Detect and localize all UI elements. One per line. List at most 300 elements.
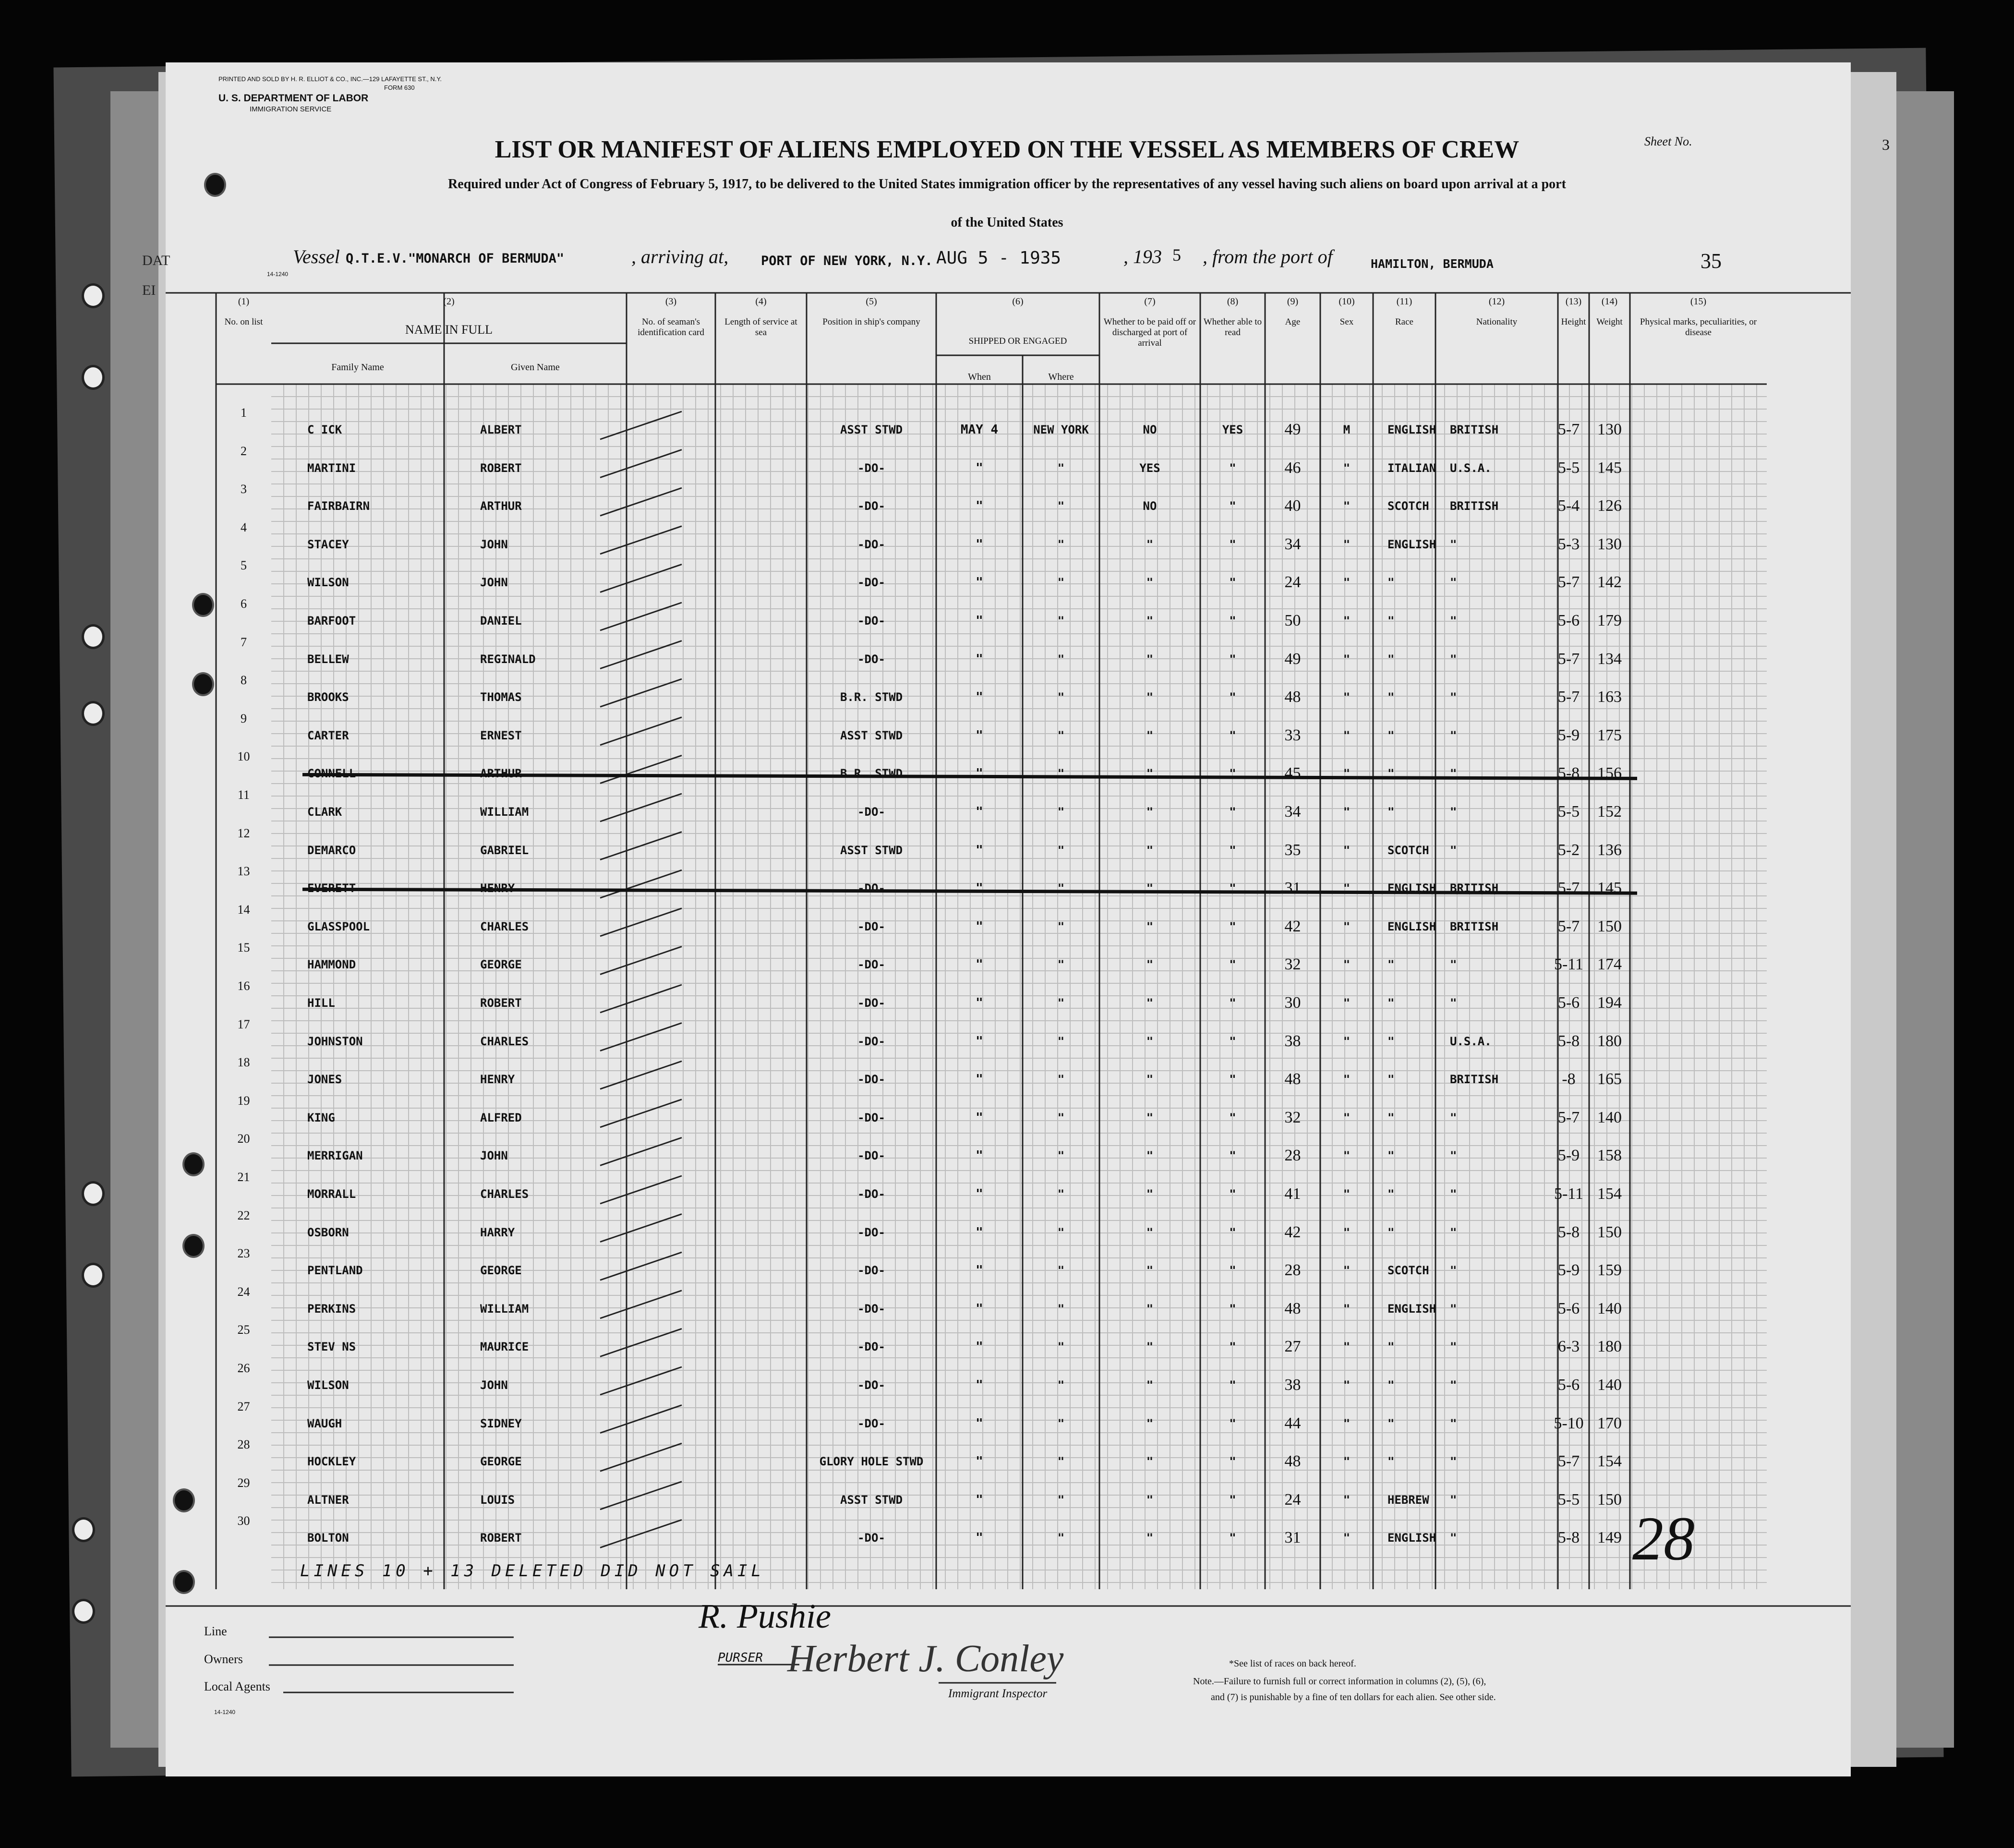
table-cell-given: JOHN [480, 1149, 508, 1163]
table-cell-height: 5-8 [1557, 1529, 1580, 1547]
table-cell-weight: 145 [1597, 459, 1622, 477]
table-cell-given: GABRIEL [480, 843, 529, 857]
table-cell-paid: " [1146, 1187, 1154, 1201]
table-cell-paid: " [1146, 1378, 1154, 1392]
table-cell-race: HEBREW [1387, 1493, 1429, 1507]
table-cell-age: 46 [1284, 459, 1301, 477]
table-cell-where: " [1057, 1531, 1065, 1545]
table-cell-when: " [976, 805, 983, 819]
table-cell-weight: 154 [1597, 1185, 1622, 1203]
table-cell-height: 5-9 [1557, 1147, 1580, 1165]
where-subheader: Where [1048, 372, 1074, 382]
table-cell-nat: " [1450, 1531, 1457, 1545]
table-cell-sex: " [1343, 958, 1351, 972]
form-code: 14-1240 [267, 271, 289, 278]
table-cell-paid: " [1146, 690, 1154, 704]
table-cell-height: 5-11 [1554, 1185, 1584, 1203]
table-cell-no: 10 [237, 749, 250, 764]
table-cell-age: 35 [1284, 841, 1301, 859]
table-cell-no: 24 [237, 1284, 250, 1299]
table-cell-nat: " [1450, 537, 1457, 551]
column-number: (10) [1339, 296, 1355, 307]
punch-hole-icon [82, 283, 105, 308]
table-cell-sex: " [1343, 1034, 1351, 1048]
table-cell-family: CARTER [307, 728, 349, 742]
table-cell-when: " [976, 1225, 983, 1240]
table-cell-given: HENRY [480, 882, 515, 895]
column-header: No. of seaman's identification card [638, 317, 704, 338]
table-cell-where: " [1057, 690, 1065, 704]
table-cell-where: " [1057, 767, 1065, 781]
table-cell-paid: " [1146, 1493, 1154, 1507]
arriving-label: , arriving at, [631, 246, 729, 267]
column-number: (8) [1227, 296, 1239, 307]
table-cell-where: " [1057, 1073, 1065, 1087]
table-cell-age: 42 [1284, 1223, 1301, 1241]
table-cell-no: 26 [237, 1361, 250, 1375]
table-cell-family: DEMARCO [307, 843, 356, 857]
table-cell-nat: " [1450, 1149, 1457, 1163]
table-cell-nat: " [1450, 1225, 1457, 1239]
table-cell-nat: " [1450, 843, 1457, 857]
table-cell-when: " [976, 1110, 983, 1125]
table-cell-family: FAIRBAIRN [307, 499, 370, 513]
table-cell-no: 21 [237, 1170, 250, 1184]
table-cell-no: 25 [237, 1323, 250, 1337]
table-cell-nat: " [1450, 1378, 1457, 1392]
table-cell-height: 5-7 [1557, 879, 1580, 897]
document-subtitle: of the United States [951, 215, 1063, 230]
table-cell-position: -DO- [857, 1264, 885, 1278]
column-number: (3) [665, 296, 677, 307]
table-cell-sex: " [1343, 1531, 1351, 1545]
table-cell-age: 31 [1284, 879, 1301, 897]
table-cell-nat: BRITISH [1450, 882, 1499, 895]
table-cell-read: " [1229, 690, 1236, 704]
column-header: Race [1395, 317, 1413, 327]
table-cell-paid: " [1146, 576, 1154, 590]
table-cell-read: " [1229, 1225, 1236, 1239]
departure-port: HAMILTON, BERMUDA [1371, 257, 1494, 271]
column-number: (4) [755, 296, 767, 307]
table-cell-where: " [1057, 1416, 1065, 1430]
table-cell-when: " [976, 1187, 983, 1201]
table-cell-race: " [1387, 1187, 1395, 1201]
sheet-number-label: Sheet No. [1644, 134, 1692, 148]
table-cell-given: WILLIAM [480, 1302, 529, 1316]
table-cell-given: JOHN [480, 537, 508, 551]
column-header: Whether able to read [1203, 317, 1262, 338]
table-cell-weight: 194 [1597, 994, 1622, 1012]
table-cell-family: BOLTON [307, 1531, 349, 1545]
table-cell-position: -DO- [857, 576, 885, 590]
table-cell-paid: NO [1143, 423, 1157, 436]
table-cell-when: " [976, 1034, 983, 1049]
table-cell-height: 5-10 [1554, 1414, 1584, 1432]
table-cell-where: " [1057, 499, 1065, 513]
table-cell-race: " [1387, 767, 1395, 781]
table-cell-paid: " [1146, 767, 1154, 781]
table-cell-when: " [976, 652, 983, 666]
table-cell-sex: M [1343, 423, 1351, 436]
table-cell-read: " [1229, 1340, 1236, 1354]
table-cell-nat: " [1450, 1264, 1457, 1278]
table-cell-read: " [1229, 919, 1236, 933]
column-number: (7) [1144, 296, 1156, 307]
table-cell-read: " [1229, 958, 1236, 972]
table-cell-height: 6-3 [1557, 1338, 1580, 1356]
table-cell-position: GLORY HOLE STWD [819, 1455, 924, 1469]
table-cell-sex: " [1343, 576, 1351, 590]
column-number: (14) [1601, 296, 1618, 307]
year-value: 5 [1172, 245, 1181, 265]
table-cell-sex: " [1343, 461, 1351, 475]
table-cell-weight: 136 [1597, 841, 1622, 859]
table-cell-when: " [976, 728, 983, 743]
table-cell-sex: " [1343, 996, 1351, 1010]
table-cell-read: " [1229, 805, 1236, 819]
table-cell-position: -DO- [857, 1187, 885, 1201]
table-cell-sex: " [1343, 882, 1351, 895]
table-cell-race: " [1387, 1149, 1395, 1163]
column-header: Height [1561, 317, 1586, 327]
table-cell-nat: U.S.A. [1450, 461, 1492, 475]
table-cell-read: " [1229, 461, 1236, 475]
punch-hole-icon [192, 593, 214, 617]
table-cell-position: -DO- [857, 958, 885, 972]
table-cell-no: 7 [241, 635, 247, 649]
table-cell-age: 49 [1284, 650, 1301, 668]
table-cell-race: SCOTCH [1387, 1264, 1429, 1278]
table-cell-family: C ICK [307, 423, 342, 436]
table-cell-weight: 145 [1597, 879, 1622, 897]
column-number: (5) [866, 296, 877, 307]
table-cell-age: 34 [1284, 803, 1301, 821]
table-cell-given: ROBERT [480, 1531, 522, 1545]
table-cell-age: 24 [1284, 573, 1301, 592]
table-cell-race: " [1387, 614, 1395, 628]
table-cell-sex: " [1343, 499, 1351, 513]
table-cell-paid: NO [1143, 499, 1157, 513]
table-cell-read: " [1229, 1073, 1236, 1087]
table-cell-given: HENRY [480, 1073, 515, 1087]
table-cell-given: LOUIS [480, 1493, 515, 1507]
table-cell-family: STACEY [307, 537, 349, 551]
table-cell-height: 5-7 [1557, 917, 1580, 935]
table-cell-race: ENGLISH [1387, 882, 1436, 895]
table-cell-weight: 170 [1597, 1414, 1622, 1432]
table-cell-position: ASST STWD [840, 423, 903, 436]
table-cell-nat: " [1450, 805, 1457, 819]
table-cell-height: 5-7 [1557, 1108, 1580, 1126]
table-cell-nat: " [1450, 1340, 1457, 1354]
table-cell-read: " [1229, 1493, 1236, 1507]
table-cell-paid: " [1146, 843, 1154, 857]
table-cell-family: HILL [307, 996, 335, 1010]
table-cell-when: " [976, 1531, 983, 1546]
table-cell-when: " [976, 1340, 983, 1354]
table-cell-when: " [976, 919, 983, 934]
table-cell-read: " [1229, 882, 1236, 895]
table-cell-height: 5-6 [1557, 994, 1580, 1012]
table-cell-where: " [1057, 1225, 1065, 1239]
table-cell-when: " [976, 460, 983, 475]
table-cell-race: " [1387, 652, 1395, 666]
table-cell-race: SCOTCH [1387, 499, 1429, 513]
table-cell-where: " [1057, 1302, 1065, 1316]
table-cell-sex: " [1343, 1225, 1351, 1239]
year-label: , 193 [1123, 246, 1162, 267]
table-cell-age: 41 [1284, 1185, 1301, 1203]
document-title: LIST OR MANIFEST OF ALIENS EMPLOYED ON THE VESSEL AS MEMBERS OF CREW [494, 136, 1520, 163]
punch-hole-icon [82, 1181, 105, 1206]
table-cell-when: " [976, 499, 983, 514]
table-cell-race: " [1387, 1073, 1395, 1087]
table-cell-position: -DO- [857, 996, 885, 1010]
column-number: (1) [238, 296, 250, 307]
punch-hole-icon [72, 1599, 95, 1624]
table-cell-family: HOCKLEY [307, 1455, 356, 1469]
table-cell-position: -DO- [857, 1416, 885, 1430]
table-cell-sex: " [1343, 1264, 1351, 1278]
table-cell-height: 5-4 [1557, 497, 1580, 515]
table-cell-height: 5-8 [1557, 764, 1580, 783]
punch-hole-icon [192, 672, 214, 696]
table-cell-race: ENGLISH [1387, 1302, 1436, 1316]
table-cell-family: KING [307, 1111, 335, 1124]
table-cell-nat: " [1450, 1455, 1457, 1469]
table-cell-when: " [976, 537, 983, 552]
table-cell-where: NEW YORK [1033, 423, 1089, 436]
table-cell-when: " [976, 843, 983, 858]
table-cell-age: 34 [1284, 535, 1301, 553]
table-cell-weight: 174 [1597, 955, 1622, 974]
column-number: (2) [443, 296, 455, 307]
table-cell-paid: " [1146, 1034, 1154, 1048]
table-cell-given: THOMAS [480, 690, 522, 704]
table-cell-no: 28 [237, 1437, 250, 1452]
table-cell-where: " [1057, 576, 1065, 590]
table-cell-when: " [976, 881, 983, 896]
table-cell-paid: " [1146, 1111, 1154, 1124]
table-cell-read: " [1229, 767, 1236, 781]
table-cell-position: -DO- [857, 652, 885, 666]
table-cell-where: " [1057, 882, 1065, 895]
table-cell-height: 5-8 [1557, 1223, 1580, 1241]
table-cell-weight: 140 [1597, 1299, 1622, 1317]
table-cell-position: ASST STWD [840, 843, 903, 857]
table-cell-weight: 159 [1597, 1261, 1622, 1280]
table-cell-given: ALBERT [480, 423, 522, 436]
table-cell-weight: 158 [1597, 1147, 1622, 1165]
table-cell-age: 24 [1284, 1490, 1301, 1509]
table-cell-sex: " [1343, 1340, 1351, 1354]
table-cell-given: ARTHUR [480, 499, 522, 513]
table-cell-weight: 179 [1597, 612, 1622, 629]
inspector-signature: Herbert J. Conley [787, 1638, 1064, 1680]
table-cell-sex: " [1343, 1455, 1351, 1469]
table-cell-given: CHARLES [480, 1187, 529, 1201]
table-cell-no: 3 [241, 482, 247, 496]
table-cell-where: " [1057, 461, 1065, 475]
table-cell-no: 17 [237, 1017, 250, 1031]
punch-hole-icon [182, 1152, 205, 1176]
table-cell-sex: " [1343, 805, 1351, 819]
column-header: Whether to be paid off or discharged at port of arrival [1103, 317, 1196, 348]
table-cell-read: " [1229, 1034, 1236, 1048]
table-cell-family: MERRIGAN [307, 1149, 363, 1163]
form-code: 14-1240 [214, 1709, 236, 1715]
table-cell-weight: 140 [1597, 1376, 1622, 1394]
table-cell-given: ALFRED [480, 1111, 522, 1124]
table-cell-weight: 150 [1597, 1490, 1622, 1509]
table-cell-paid: " [1146, 1302, 1154, 1316]
table-cell-when: " [976, 1454, 983, 1469]
table-cell-where: " [1057, 1340, 1065, 1354]
table-cell-sex: " [1343, 919, 1351, 933]
table-cell-no: 6 [241, 597, 247, 611]
owners-label: Owners [204, 1652, 243, 1666]
table-cell-where: " [1057, 1378, 1065, 1392]
table-cell-race: " [1387, 690, 1395, 704]
table-cell-race: ENGLISH [1387, 537, 1436, 551]
column-number: (9) [1287, 296, 1299, 307]
table-cell-race: ENGLISH [1387, 1531, 1436, 1545]
table-cell-position: -DO- [857, 1340, 885, 1354]
table-cell-position: -DO- [857, 499, 885, 513]
table-cell-paid: " [1146, 1264, 1154, 1278]
table-cell-when: " [976, 1263, 983, 1278]
table-cell-position: -DO- [857, 461, 885, 475]
column-header: Position in ship's company [822, 317, 920, 327]
table-cell-no: 16 [237, 979, 250, 993]
table-cell-sex: " [1343, 690, 1351, 704]
table-cell-height: 5-6 [1557, 1299, 1580, 1317]
punch-hole-icon [82, 365, 105, 390]
column-header: No. on list [224, 317, 263, 327]
table-cell-height: 5-7 [1557, 688, 1580, 706]
table-cell-no: 19 [237, 1093, 250, 1108]
table-cell-given: GEORGE [480, 1264, 522, 1278]
table-cell-height: 5-8 [1557, 1032, 1580, 1050]
table-cell-no: 5 [241, 558, 247, 573]
table-cell-weight: 163 [1597, 688, 1622, 706]
table-cell-position: -DO- [857, 1149, 885, 1163]
table-cell-age: 32 [1284, 955, 1301, 974]
table-cell-read: " [1229, 652, 1236, 666]
table-cell-race: " [1387, 1378, 1395, 1392]
table-cell-paid: " [1146, 1340, 1154, 1354]
table-cell-paid: " [1146, 1225, 1154, 1239]
column-header: SHIPPED OR ENGAGED [968, 336, 1067, 346]
purser-signature: R. Pushie [699, 1597, 831, 1635]
column-number: (11) [1396, 296, 1412, 307]
table-cell-when: " [976, 614, 983, 628]
table-cell-given: JOHN [480, 576, 508, 590]
table-cell-given: MAURICE [480, 1340, 529, 1354]
table-cell-nat: " [1450, 614, 1457, 628]
table-cell-family: BROOKS [307, 690, 349, 704]
table-cell-given: CHARLES [480, 919, 529, 933]
printer-line: PRINTED AND SOLD BY H. R. ELLIOT & CO., INC.—129 LAFAYETTE ST., N.Y. [218, 75, 442, 83]
table-cell-sex: " [1343, 1073, 1351, 1087]
table-cell-paid: " [1146, 1416, 1154, 1430]
table-cell-age: 31 [1284, 1529, 1301, 1547]
table-cell-where: " [1057, 1149, 1065, 1163]
table-cell-where: " [1057, 537, 1065, 551]
table-cell-weight: 175 [1597, 726, 1622, 744]
table-cell-no: 20 [237, 1132, 250, 1146]
table-cell-nat: " [1450, 1493, 1457, 1507]
table-cell-race: ITALIAN [1387, 461, 1436, 475]
table-cell-given: SIDNEY [480, 1416, 522, 1430]
table-cell-read: YES [1222, 423, 1243, 436]
table-cell-family: ALTNER [307, 1493, 349, 1507]
table-cell-where: " [1057, 652, 1065, 666]
races-note: *See list of races on back hereof. [1229, 1658, 1356, 1669]
table-cell-family: JONES [307, 1073, 342, 1087]
table-cell-position: -DO- [857, 614, 885, 628]
punch-hole-icon [72, 1517, 95, 1542]
table-cell-family: HAMMOND [307, 958, 356, 972]
table-cell-position: -DO- [857, 805, 885, 819]
table-cell-nat: " [1450, 1416, 1457, 1430]
table-cell-race: " [1387, 1225, 1395, 1239]
table-cell-height: 5-11 [1554, 955, 1584, 974]
table-cell-race: " [1387, 1416, 1395, 1430]
table-cell-given: CHARLES [480, 1034, 529, 1048]
table-cell-paid: " [1146, 996, 1154, 1010]
table-cell-sex: " [1343, 652, 1351, 666]
table-cell-height: 5-2 [1557, 841, 1580, 859]
line-label: Line [204, 1624, 227, 1638]
table-cell-position: -DO- [857, 1302, 885, 1316]
table-cell-race: ENGLISH [1387, 919, 1436, 933]
table-cell-height: 5-9 [1557, 726, 1580, 744]
table-cell-given: GEORGE [480, 1455, 522, 1469]
table-cell-family: WAUGH [307, 1416, 342, 1430]
table-cell-age: 48 [1284, 1299, 1301, 1317]
table-cell-race: " [1387, 1455, 1395, 1469]
table-cell-age: 40 [1284, 497, 1301, 515]
column-number: (6) [1012, 296, 1024, 307]
inspector-label: Immigrant Inspector [948, 1687, 1048, 1700]
given-name-subheader: Given Name [511, 362, 560, 373]
table-cell-weight: 126 [1597, 497, 1622, 515]
table-cell-race: " [1387, 805, 1395, 819]
table-cell-height: 5-5 [1557, 1490, 1580, 1509]
table-cell-race: " [1387, 1111, 1395, 1124]
side-label: EI [142, 282, 156, 298]
table-cell-nat: BRITISH [1450, 1073, 1499, 1087]
table-cell-paid: " [1146, 1149, 1154, 1163]
table-cell-no: 9 [241, 711, 247, 725]
table-cell-height: 5-7 [1557, 1452, 1580, 1471]
punch-hole-icon [173, 1488, 195, 1512]
table-cell-no: 2 [241, 444, 247, 458]
table-cell-age: 32 [1284, 1108, 1301, 1126]
table-cell-family: MORRALL [307, 1187, 356, 1201]
table-cell-race: " [1387, 576, 1395, 590]
table-cell-age: 45 [1284, 764, 1301, 783]
table-cell-paid: " [1146, 537, 1154, 551]
table-cell-nat: " [1450, 576, 1457, 590]
table-cell-nat: BRITISH [1450, 919, 1499, 933]
table-cell-no: 15 [237, 941, 250, 955]
table-cell-no: 8 [241, 673, 247, 688]
table-cell-family: CONNELL [307, 767, 356, 781]
table-cell-race: " [1387, 1034, 1395, 1048]
